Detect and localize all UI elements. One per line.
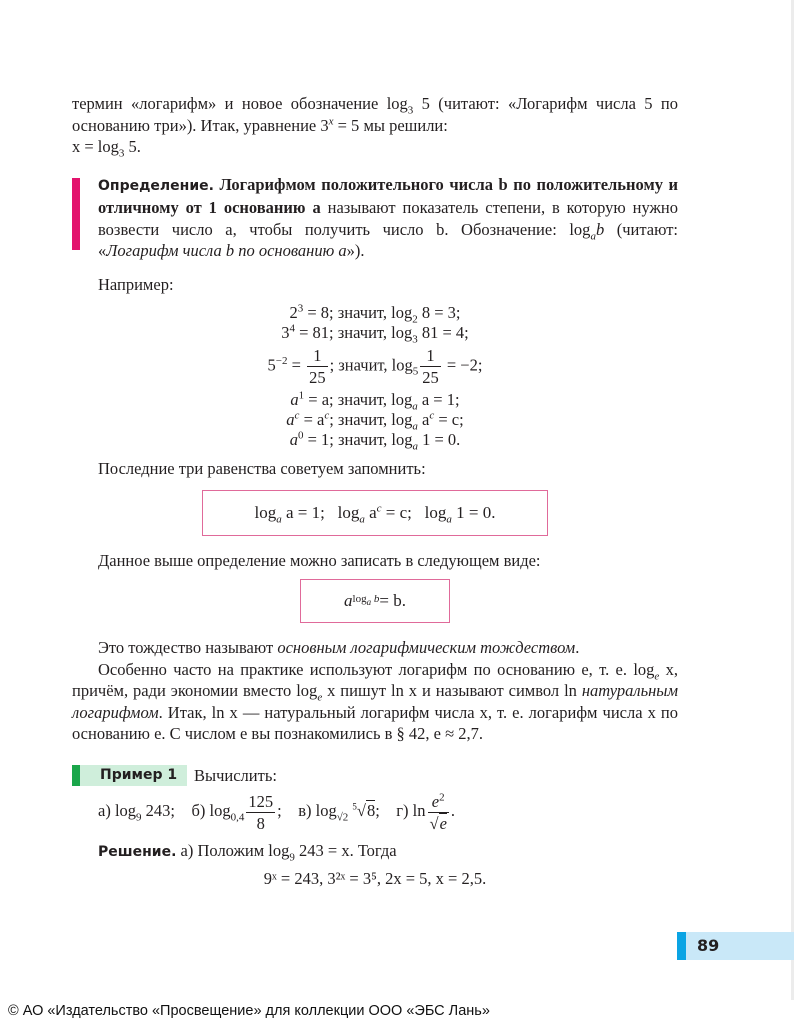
solution-line-2: 9ˣ = 243, 3²ˣ = 3⁵, 2x = 5, x = 2,5. <box>263 869 487 888</box>
example-line-4: $a^1 = a$; значит, $\log_a a = 1$; <box>290 389 460 413</box>
intro-text-1: термин «логарифм» и новое обозначение <box>72 94 387 113</box>
example-line-1: $2^3 = 8$; значит, $\log_2 8 = 3$; <box>289 302 461 326</box>
example-label: Пример 1 <box>80 765 187 786</box>
examples-list <box>72 302 678 453</box>
identity-box-row <box>72 579 678 623</box>
page-number: 89 <box>697 936 720 955</box>
definition-block <box>72 174 678 262</box>
identity-term: основным логарифмическим тождеством <box>277 638 576 657</box>
definition-text: Определение. Логарифмом положительного числа b по положительному и отличному от 1 основанию a называют показатель степени, в которую нужно возвести число a, чтобы получить число b. Обозначение: $\log_ab$ (читают: «Логарифм числа b по основанию a»). <box>98 174 679 260</box>
example-line-3: $5^{-2}$ = $\frac{1}{25}$ ; значит, $\log_5$ $\frac{1}{25}$ = −2; <box>267 346 483 387</box>
intro-text-2: (читают: «Логарифм числа 5 по основанию три»). Итак, уравнение <box>72 94 678 135</box>
intro-result: $x = \log_3 5$. <box>72 137 141 160</box>
example-line-2: $3^4 = 81$; значит, $\log_3 81 = 4$; <box>281 322 469 346</box>
example-header <box>72 765 678 787</box>
example-task: Вычислить: <box>194 765 277 785</box>
page-number-bar <box>677 932 686 960</box>
task-d: г) ln $\frac{e^2}{√e}$ . <box>396 791 456 833</box>
definition-heading: Определение. <box>98 177 214 194</box>
solution-line-1: Решение. а) Положим $\log_9 243 = x$. Тогда <box>98 840 397 863</box>
notation-formula: $\log_ab$ <box>569 219 605 242</box>
remember-box-row <box>72 490 678 536</box>
example-marker-bar <box>72 765 80 786</box>
notation-label: Обозначение: <box>461 219 570 239</box>
notation-reading: Логарифм числа b по основанию a <box>106 241 347 260</box>
remember-text: Последние три равенства советуем запомнить: <box>98 459 426 478</box>
example-intro: Например: <box>98 274 174 294</box>
definition-bold-text: Логарифмом положительного числа b по положительному и отличному от 1 основанию a <box>98 174 679 217</box>
example-tasks <box>72 791 678 834</box>
intro-log: $\log_3 5$ <box>386 94 430 117</box>
page-content <box>72 93 678 889</box>
definition-rest: называют показатель степени, в которую нужно возвести число a, чтобы получить число b. <box>98 198 678 239</box>
identity-formula-box: a $\log_a b$ = b. <box>300 579 450 623</box>
formula-log-a-a: $\log_a a = 1$; <box>254 502 325 525</box>
task-b: б) $\log_{0,4}$ $\frac{125}{8}$ ; <box>191 791 282 833</box>
page-number-tab <box>677 932 794 960</box>
copyright-footer: © АО «Издательство «Просвещение» для коллекции ООО «ЭБС Лань» <box>8 1003 490 1019</box>
formula-log-a-1: $\log_a 1 = 0$. <box>424 502 496 525</box>
example-line-5: $a^c = a^c$; значит, $\log_a a^c = c$; <box>286 409 464 433</box>
intro-paragraph <box>72 93 678 158</box>
remember-formula-box <box>202 490 548 536</box>
fraction: $\frac{1}{25}$ <box>422 346 439 387</box>
intro-text-3: мы решили: <box>359 115 448 135</box>
solution-label: Решение. <box>98 843 177 860</box>
natural-log-term: натуральным логарифмом <box>72 681 678 722</box>
identity-paragraph: Это тождество называют основным логарифмическим тождеством. <box>98 638 580 657</box>
formula-log-a-ac: $\log_a a^c = c$; <box>337 501 412 525</box>
task-a: а) $\log_9 243$; <box>98 800 175 824</box>
definition-form-text: Данное выше определение можно записать в следующем виде: <box>98 550 541 570</box>
intro-equation: 3$^x$ = 5 <box>320 115 360 135</box>
fraction: $\frac{1}{25}$ <box>309 346 326 387</box>
task-c: в) $\log_{√2} ^5√8$; <box>298 800 380 824</box>
example-line-6: $a^0 = 1$; значит, $\log_a 1 = 0$. <box>289 429 461 453</box>
natural-log-paragraph: Особенно часто на практике используют логарифм по основанию e, т. е. $\log_e x$, причём, ради экономии вместо $\log_e x$ пишут ln x и называют символ ln натуральным логарифмом. Итак, ln x — натуральный логарифм числа x, т. е. логарифм числа x по основанию e. С числом e вы познакомились в § 42, e ≈ 2,7. <box>72 659 678 743</box>
definition-marker-bar <box>72 178 80 250</box>
